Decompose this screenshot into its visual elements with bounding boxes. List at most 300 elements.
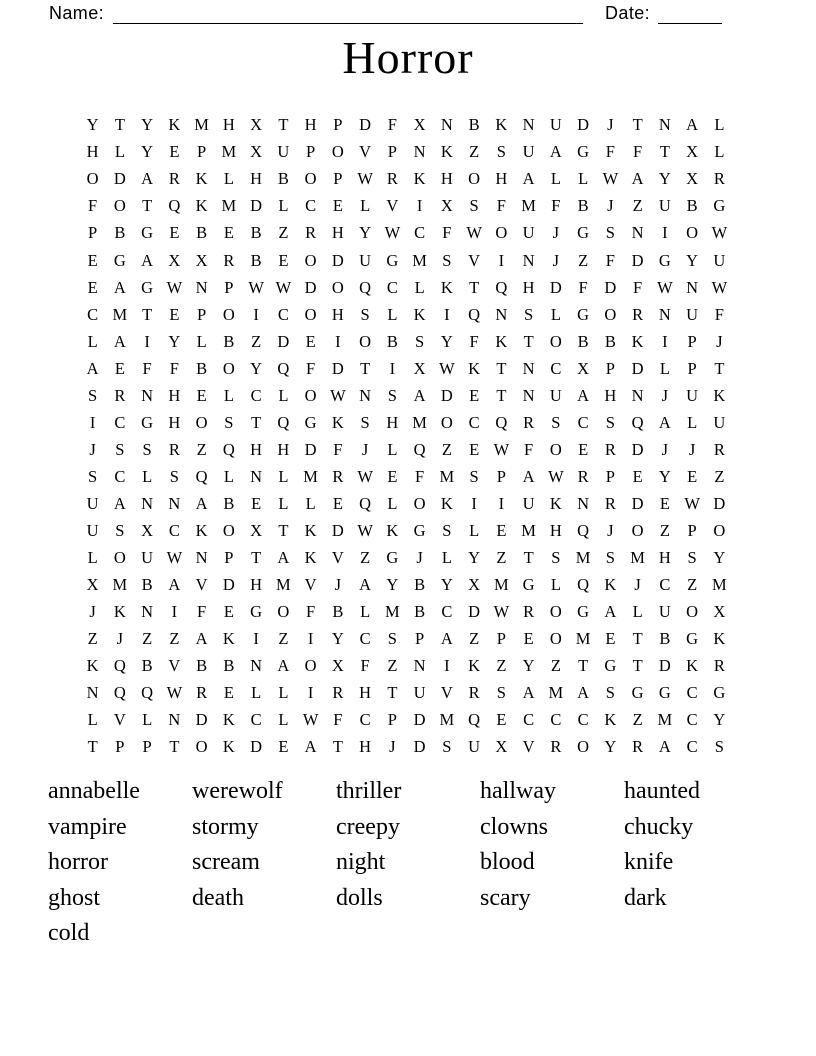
- grid-letter: T: [714, 358, 725, 378]
- grid-letter: C: [305, 196, 317, 216]
- grid-letter: W: [166, 548, 183, 568]
- grid-letter: G: [713, 683, 726, 703]
- grid-letter: P: [415, 629, 425, 649]
- grid-letter: O: [604, 304, 617, 324]
- grid-letter: C: [659, 575, 671, 595]
- grid-letter: U: [86, 520, 99, 540]
- grid-letter: N: [86, 683, 99, 703]
- grid-letter: I: [144, 331, 150, 351]
- grid-letter: L: [278, 683, 289, 703]
- grid-letter: R: [604, 493, 616, 513]
- grid-letter: M: [276, 575, 291, 595]
- grid-letter: L: [278, 196, 289, 216]
- grid-letter: T: [496, 358, 507, 378]
- grid-letter: S: [551, 412, 561, 432]
- grid-letter: N: [522, 115, 535, 135]
- grid-letter: L: [142, 710, 153, 730]
- grid-letter: S: [442, 250, 452, 270]
- grid-letter: U: [713, 412, 726, 432]
- grid-letter: L: [305, 493, 316, 513]
- grid-letter: O: [222, 520, 235, 540]
- grid-letter: O: [304, 656, 317, 676]
- grid-letter: E: [469, 439, 480, 459]
- grid-letter: O: [549, 602, 562, 622]
- grid-letter: T: [251, 412, 262, 432]
- grid-letter: T: [169, 737, 180, 757]
- grid-letter: A: [195, 493, 208, 513]
- grid-letter: E: [251, 493, 262, 513]
- grid-letter: W: [357, 169, 373, 189]
- grid-letter: W: [166, 277, 183, 297]
- grid-letter: C: [359, 710, 371, 730]
- grid-letter: T: [142, 304, 153, 324]
- grid-letter: C: [686, 737, 698, 757]
- grid-letter: Y: [440, 575, 453, 595]
- grid-letter: E: [496, 520, 507, 540]
- grid-letter: I: [307, 629, 314, 649]
- grid-letter: G: [713, 196, 726, 216]
- grid-letter: C: [114, 466, 126, 486]
- grid-letter: X: [250, 520, 263, 540]
- grid-letter: F: [415, 466, 425, 486]
- grid-letter: K: [86, 656, 99, 676]
- grid-letter: K: [495, 331, 508, 351]
- grid-letter: W: [711, 277, 728, 297]
- grid-letter: J: [634, 575, 641, 595]
- grid-letter: I: [662, 223, 668, 243]
- header: [49, 3, 746, 24]
- word-list-item: dolls: [336, 884, 383, 911]
- grid-letter: B: [414, 602, 426, 622]
- grid-letter: B: [223, 331, 235, 351]
- grid-letter: T: [632, 115, 643, 135]
- grid-letter: H: [549, 520, 562, 540]
- grid-letter: D: [631, 250, 644, 270]
- grid-letter: G: [304, 412, 317, 432]
- grid-letter: E: [196, 385, 207, 405]
- grid-letter: E: [387, 466, 398, 486]
- grid-letter: C: [577, 412, 589, 432]
- grid-letter: O: [304, 250, 317, 270]
- grid-letter: H: [86, 142, 99, 162]
- grid-letter: A: [658, 737, 671, 757]
- grid-letter: U: [277, 142, 290, 162]
- grid-letter: I: [389, 358, 396, 378]
- grid-letter: Q: [577, 575, 590, 595]
- grid-letter: U: [549, 115, 562, 135]
- grid-letter: V: [359, 142, 372, 162]
- grid-letter: K: [222, 737, 235, 757]
- grid-letter: H: [331, 223, 344, 243]
- date-label: Date:: [605, 3, 651, 23]
- grid-letter: U: [658, 196, 671, 216]
- grid-letter: L: [387, 493, 398, 513]
- grid-letter: Z: [578, 250, 589, 270]
- grid-letter: F: [714, 304, 724, 324]
- grid-letter: P: [224, 548, 234, 568]
- grid-letter: P: [142, 737, 152, 757]
- word-list-item: ghost: [48, 884, 101, 911]
- grid-letter: I: [89, 412, 96, 432]
- grid-letter: O: [549, 439, 562, 459]
- grid-letter: M: [221, 142, 237, 162]
- grid-letter: C: [414, 223, 426, 243]
- grid-letter: W: [711, 223, 728, 243]
- grid-letter: T: [632, 656, 643, 676]
- grid-letter: S: [496, 683, 506, 703]
- grid-letter: L: [87, 710, 98, 730]
- grid-letter: R: [223, 250, 235, 270]
- grid-letter: Q: [359, 277, 372, 297]
- grid-letter: Q: [359, 493, 372, 513]
- grid-letter: Z: [87, 629, 98, 649]
- grid-letter: N: [631, 223, 644, 243]
- word-list-item: haunted: [624, 778, 700, 804]
- grid-letter: Z: [659, 520, 670, 540]
- grid-letter: K: [713, 385, 726, 405]
- grid-letter: B: [577, 331, 589, 351]
- grid-letter: J: [716, 331, 723, 351]
- grid-letter: J: [607, 196, 614, 216]
- grid-letter: X: [195, 250, 208, 270]
- grid-letter: L: [278, 710, 289, 730]
- grid-letter: W: [439, 358, 455, 378]
- grid-letter: E: [469, 385, 480, 405]
- grid-letter: K: [604, 710, 617, 730]
- grid-letter: N: [250, 466, 263, 486]
- grid-letter: V: [440, 683, 453, 703]
- grid-letter: H: [168, 385, 181, 405]
- grid-letter: X: [413, 115, 426, 135]
- grid-letter: O: [331, 142, 344, 162]
- grid-letter: Y: [686, 250, 699, 270]
- grid-letter: E: [114, 358, 125, 378]
- grid-letter: G: [604, 656, 617, 676]
- grid-letter: A: [113, 331, 126, 351]
- grid-letter: Y: [141, 142, 154, 162]
- grid-letter: A: [440, 629, 453, 649]
- grid-letter: H: [440, 169, 453, 189]
- grid-letter: Z: [278, 629, 289, 649]
- grid-letter: U: [413, 683, 426, 703]
- grid-letter: A: [658, 412, 671, 432]
- grid-letter: J: [661, 439, 669, 459]
- grid-letter: C: [550, 358, 562, 378]
- grid-letter: K: [440, 277, 453, 297]
- grid-letter: T: [278, 520, 289, 540]
- word-list-item: werewolf: [192, 778, 283, 804]
- grid-letter: N: [522, 358, 535, 378]
- grid-letter: H: [604, 385, 617, 405]
- grid-letter: E: [223, 683, 234, 703]
- grid-letter: C: [686, 710, 698, 730]
- grid-letter: S: [605, 223, 615, 243]
- grid-letter: R: [550, 737, 562, 757]
- grid-letter: E: [87, 250, 98, 270]
- grid-letter: W: [302, 710, 319, 730]
- grid-letter: M: [575, 548, 591, 568]
- grid-letter: L: [114, 142, 125, 162]
- grid-letter: L: [360, 196, 371, 216]
- grid-letter: X: [468, 575, 481, 595]
- grid-letter: F: [360, 656, 370, 676]
- grid-letter: O: [549, 629, 562, 649]
- grid-letter: Y: [658, 466, 671, 486]
- name-label: Name:: [49, 3, 105, 23]
- grid-letter: G: [386, 548, 399, 568]
- grid-letter: D: [468, 602, 481, 622]
- grid-letter: E: [87, 277, 98, 297]
- grid-letter: M: [385, 602, 400, 622]
- grid-letter: N: [686, 277, 699, 297]
- grid-letter: N: [168, 710, 181, 730]
- grid-letter: L: [632, 602, 643, 622]
- grid-letter: U: [522, 493, 535, 513]
- grid-letter: D: [304, 439, 317, 459]
- grid-letter: E: [523, 629, 534, 649]
- grid-letter: Z: [714, 466, 725, 486]
- grid-letter: L: [578, 169, 589, 189]
- grid-letter: Q: [195, 466, 208, 486]
- grid-letter: N: [168, 493, 181, 513]
- grid-letter: A: [113, 277, 126, 297]
- grid-letter: Z: [469, 629, 480, 649]
- grid-letter: L: [278, 466, 289, 486]
- grid-letter: G: [658, 250, 671, 270]
- grid-letter: J: [607, 115, 614, 135]
- grid-letter: O: [577, 737, 590, 757]
- grid-letter: N: [522, 250, 535, 270]
- grid-letter: E: [332, 493, 343, 513]
- grid-letter: H: [304, 115, 317, 135]
- grid-letter: Z: [196, 439, 207, 459]
- grid-letter: W: [657, 277, 673, 297]
- grid-letter: Y: [386, 575, 399, 595]
- grid-letter: Z: [469, 142, 480, 162]
- grid-letter: O: [331, 277, 344, 297]
- grid-letter: A: [277, 548, 290, 568]
- grid-letter: I: [498, 493, 505, 513]
- grid-letter: A: [113, 493, 126, 513]
- grid-letter: S: [224, 412, 234, 432]
- grid-letter: H: [359, 683, 372, 703]
- grid-letter: X: [686, 169, 699, 189]
- grid-letter: O: [440, 412, 453, 432]
- grid-letter: L: [278, 385, 289, 405]
- grid-letter: Y: [331, 629, 344, 649]
- grid-letter: T: [360, 358, 371, 378]
- grid-letter: D: [304, 277, 317, 297]
- grid-letter: E: [223, 223, 234, 243]
- word-list-item: clowns: [480, 813, 548, 840]
- page-title: Horror: [342, 32, 474, 83]
- grid-letter: J: [89, 439, 96, 459]
- word-list-item: hallway: [480, 778, 556, 804]
- grid-letter: X: [331, 656, 344, 676]
- grid-letter: P: [333, 115, 343, 135]
- grid-letter: U: [468, 737, 481, 757]
- grid-letter: O: [304, 385, 317, 405]
- grid-letter: Y: [359, 223, 372, 243]
- grid-letter: V: [195, 575, 208, 595]
- grid-letter: G: [686, 629, 699, 649]
- grid-letter: Q: [577, 520, 590, 540]
- grid-letter: W: [357, 520, 373, 540]
- grid-letter: B: [604, 331, 616, 351]
- grid-letter: U: [686, 385, 699, 405]
- grid-letter: D: [413, 737, 426, 757]
- grid-letter: I: [171, 602, 178, 622]
- grid-letter: L: [714, 142, 725, 162]
- grid-letter: A: [522, 466, 535, 486]
- grid-letter: P: [687, 520, 697, 540]
- grid-letter: K: [304, 520, 317, 540]
- grid-letter: P: [197, 304, 207, 324]
- grid-letter: O: [113, 196, 126, 216]
- grid-letter: T: [496, 385, 507, 405]
- grid-letter: D: [577, 115, 590, 135]
- grid-letter: D: [359, 115, 372, 135]
- grid-letter: S: [605, 412, 615, 432]
- grid-letter: S: [605, 683, 615, 703]
- grid-letter: O: [413, 493, 426, 513]
- grid-letter: Y: [86, 115, 99, 135]
- grid-letter: K: [222, 629, 235, 649]
- grid-letter: M: [630, 548, 645, 568]
- grid-letter: U: [686, 304, 699, 324]
- grid-letter: R: [332, 466, 344, 486]
- grid-letter: B: [141, 575, 153, 595]
- grid-letter: E: [169, 223, 180, 243]
- grid-letter: N: [195, 548, 208, 568]
- grid-letter: P: [496, 466, 506, 486]
- grid-letter: K: [222, 710, 235, 730]
- grid-letter: T: [659, 142, 670, 162]
- grid-letter: F: [524, 439, 534, 459]
- grid-letter: Y: [522, 656, 535, 676]
- grid-letter: P: [387, 710, 397, 730]
- grid-letter: G: [250, 602, 263, 622]
- grid-letter: Q: [495, 277, 508, 297]
- grid-letter: S: [142, 439, 152, 459]
- grid-letter: L: [387, 304, 398, 324]
- grid-letter: R: [604, 439, 616, 459]
- word-list-item: vampire: [48, 813, 127, 840]
- grid-letter: M: [521, 520, 536, 540]
- grid-letter: S: [469, 466, 479, 486]
- grid-letter: K: [331, 412, 344, 432]
- grid-letter: U: [713, 250, 726, 270]
- grid-letter: L: [360, 602, 371, 622]
- grid-letter: U: [86, 493, 99, 513]
- grid-letter: N: [141, 385, 154, 405]
- grid-letter: J: [116, 629, 124, 649]
- grid-letter: I: [307, 683, 314, 703]
- grid-letter: I: [471, 493, 477, 513]
- grid-letter: L: [196, 331, 207, 351]
- grid-letter: N: [413, 656, 426, 676]
- grid-letter: S: [387, 629, 397, 649]
- grid-letter: G: [141, 223, 154, 243]
- grid-letter: U: [522, 223, 535, 243]
- word-list-column: [480, 774, 624, 952]
- grid-letter: E: [578, 439, 589, 459]
- grid-letter: F: [142, 358, 152, 378]
- grid-letter: C: [277, 304, 289, 324]
- grid-letter: Q: [631, 412, 644, 432]
- grid-letter: Q: [168, 196, 181, 216]
- grid-letter: W: [357, 466, 373, 486]
- grid-letter: A: [195, 629, 208, 649]
- grid-letter: A: [577, 385, 590, 405]
- grid-letter: M: [521, 196, 536, 216]
- grid-letter: F: [169, 358, 179, 378]
- grid-letter: K: [168, 115, 181, 135]
- grid-letter: L: [87, 548, 98, 568]
- grid-letter: F: [605, 142, 615, 162]
- grid-letter: Z: [360, 548, 371, 568]
- grid-letter: F: [306, 358, 316, 378]
- grid-letter: S: [524, 304, 534, 324]
- grid-letter: D: [658, 656, 671, 676]
- grid-letter: K: [195, 520, 208, 540]
- grid-letter: G: [386, 250, 399, 270]
- grid-letter: K: [304, 548, 317, 568]
- grid-letter: R: [632, 304, 644, 324]
- grid-letter: S: [115, 439, 125, 459]
- grid-letter: Q: [113, 656, 126, 676]
- grid-letter: L: [469, 520, 480, 540]
- grid-letter: F: [496, 196, 506, 216]
- grid-letter: Y: [468, 548, 481, 568]
- grid-letter: K: [440, 142, 453, 162]
- word-list-column: [48, 774, 192, 952]
- grid-letter: B: [277, 169, 289, 189]
- grid-letter: K: [468, 656, 481, 676]
- grid-letter: E: [169, 142, 180, 162]
- word-list-item: death: [192, 884, 244, 911]
- grid-letter: D: [250, 737, 263, 757]
- grid-letter: S: [442, 737, 452, 757]
- word-list-item: horror: [48, 849, 108, 876]
- grid-letter: F: [88, 196, 98, 216]
- grid-letter: F: [197, 602, 207, 622]
- grid-letter: B: [577, 196, 589, 216]
- grid-letter: K: [713, 629, 726, 649]
- grid-letter: J: [607, 520, 614, 540]
- grid-letter: A: [549, 142, 562, 162]
- grid-letter: J: [552, 250, 560, 270]
- grid-letter: W: [548, 466, 564, 486]
- grid-letter: H: [658, 548, 671, 568]
- grid-letter: V: [168, 656, 181, 676]
- grid-letter: S: [714, 737, 724, 757]
- grid-letter: A: [604, 602, 617, 622]
- grid-letter: C: [550, 710, 562, 730]
- grid-letter: U: [141, 548, 154, 568]
- grid-letter: Q: [468, 710, 481, 730]
- grid-letter: E: [496, 710, 507, 730]
- grid-letter: M: [194, 115, 209, 135]
- grid-letter: E: [332, 196, 343, 216]
- grid-letter: E: [223, 602, 234, 622]
- grid-letter: C: [523, 710, 535, 730]
- word-list-item: knife: [624, 849, 674, 876]
- grid-letter: E: [632, 466, 643, 486]
- grid-letter: R: [632, 737, 644, 757]
- grid-letter: W: [248, 277, 264, 297]
- grid-letter: F: [442, 223, 452, 243]
